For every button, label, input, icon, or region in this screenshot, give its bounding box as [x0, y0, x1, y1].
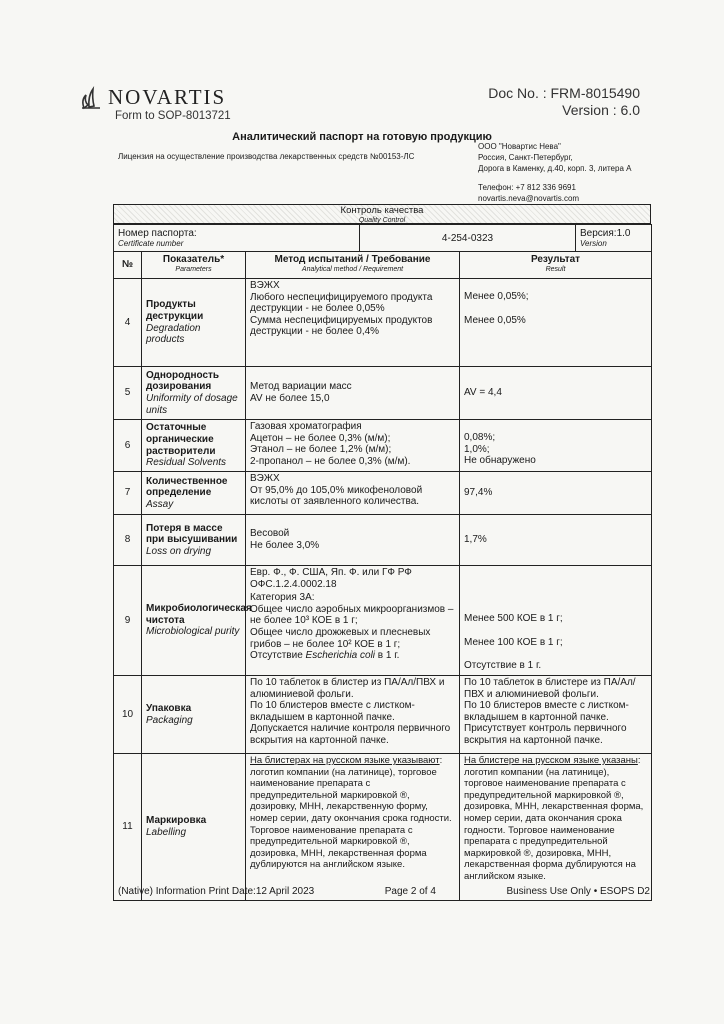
footer-page-number: Page 2 of 4	[384, 886, 436, 897]
document-number-block	[488, 85, 640, 119]
novartis-flame-icon	[80, 86, 102, 110]
result-cell: 0,08%; 1,0%; Не обнаружено	[460, 420, 652, 472]
row-number: 10	[114, 676, 142, 754]
certificate-version-en: Version	[580, 239, 607, 248]
method-cell: Метод вариации масс AV не более 15,0	[246, 367, 460, 420]
address-line: ООО "Новартис Нева"	[478, 142, 561, 151]
footer-print-date: (Native) Information Print Date:12 April 2023	[118, 886, 315, 897]
test-results-table	[113, 251, 652, 901]
certificate-version: Версия:1.0	[580, 228, 631, 239]
certificate-label-cell	[114, 225, 360, 252]
quality-control-en: Quality Control	[358, 217, 406, 224]
quality-control-ru: Контроль качества	[340, 205, 424, 216]
result-cell: Менее 500 КОЕ в 1 г; Менее 100 КОЕ в 1 г; Отсутствие в 1 г.	[460, 566, 652, 676]
method-cell: Весовой Не более 3,0%	[246, 515, 460, 566]
logo-text: NOVARTIS	[108, 85, 227, 109]
col-num-header: №	[114, 252, 142, 279]
row-number: 5	[114, 367, 142, 420]
parameter-cell: Потеря в массе при высушивании Loss on drying	[142, 515, 246, 566]
table-row	[114, 676, 652, 754]
table-header-row	[114, 252, 652, 279]
parameter-cell: Упаковка Packaging	[142, 676, 246, 754]
table-row	[114, 472, 652, 515]
document-title: Аналитический паспорт на готовую продукцию	[232, 131, 492, 143]
parameter-cell: Остаточные органические растворители Residual Solvents	[142, 420, 246, 472]
result-cell: Менее 0,05%; Менее 0,05%	[460, 279, 652, 367]
certificate-label-ru: Номер паспорта:	[118, 228, 197, 239]
certificate-number-table	[113, 224, 652, 252]
method-cell: На блистерах на русском языке указывают: логотип компании (на латинице), торговое наименование препарата с предупредительной маркировкой ®, дозировку, МНН, лекарственную форму, номер серии, дату окончания срока годности. Торговое наименование препарата с предупредительной маркировкой ®, дозировка, МНН, лекарственная форма дублируются на английском языке.	[246, 754, 460, 901]
result-cell: 1,7%	[460, 515, 652, 566]
address-line: Дорога в Каменку, д.40, корп. 3, литера А	[478, 164, 632, 173]
result-cell: 97,4%	[460, 472, 652, 515]
row-number: 6	[114, 420, 142, 472]
company-address	[478, 141, 631, 204]
phone-line: Телефон: +7 812 336 9691	[478, 183, 576, 192]
method-cell: По 10 таблеток в блистер из ПА/Ал/ПВХ и алюминиевой фольги. По 10 блистеров вместе с листком-вкладышем в картонной пачке. Допускается наличие контроля первичного вскрытия на картонной пачке.	[246, 676, 460, 754]
table-row	[114, 754, 652, 901]
quality-control-banner	[113, 204, 651, 224]
table-row	[114, 367, 652, 420]
novartis-logo	[80, 85, 226, 110]
row-number: 4	[114, 279, 142, 367]
doc-version: Version : 6.0	[562, 102, 640, 118]
table-row	[114, 420, 652, 472]
license-line: Лицензия на осуществление производства лекарственных средств №00153-ЛС	[118, 152, 415, 161]
row-number: 7	[114, 472, 142, 515]
result-cell: AV = 4,4	[460, 367, 652, 420]
certificate-label-en: Certificate number	[118, 239, 184, 248]
table-row	[114, 515, 652, 566]
method-cell: ВЭЖХ Любого неспецифицируемого продукта деструкции - не более 0,05% Сумма неспецифицируемых продуктов деструкции - не более 0,4%	[246, 279, 460, 367]
row-number: 11	[114, 754, 142, 901]
col-param-header: Показатель* Parameters	[142, 252, 246, 279]
doc-number: Doc No. : FRM-8015490	[488, 85, 640, 101]
table-row	[114, 279, 652, 367]
method-cell: Газовая хроматография Ацетон – не более 0,3% (м/м); Этанол – не более 1,2% (м/м); 2-пропанол – не более 0,3% (м/м).	[246, 420, 460, 472]
address-line: Россия, Санкт-Петербург,	[478, 153, 573, 162]
result-cell: По 10 таблеток в блистере из ПА/Ал/ПВХ и алюминиевой фольги. По 10 блистеров вместе с листком-вкладышем в картонной пачке. Присутствует контроль первичного вскрытия на картонной пачке.	[460, 676, 652, 754]
method-cell: Евр. Ф., Ф. США, Яп. Ф. или ГФ РФ ОФС.1.2.4.0002.18 Категория 3А: Общее число аэробных микроорганизмов – не более 10³ КОЕ в 1 г; Общее число дрожжевых и плесневых грибов – не более 10² КОЕ в 1 г; Отсутствие Escherichia coli в 1 г.	[246, 566, 460, 676]
col-result-header: Результат Result	[460, 252, 652, 279]
email-line: novartis.neva@novartis.com	[478, 194, 580, 203]
parameter-cell: Микробиологическая чистота Microbiological purity	[142, 566, 246, 676]
result-cell: На блистере на русском языке указаны: логотип компании (на латинице), торговое наименование препарата с предупредительной маркировкой ®, дозировка, МНН, лекарственная форма, номер серии, дата окончания срока годности. Торговое наименование препарата с предупредительной маркировкой ®, дозировка, МНН, лекарственная форма дублируются на английском языке.	[460, 754, 652, 901]
row-number: 8	[114, 515, 142, 566]
certificate-number: 4-254-0323	[360, 225, 576, 252]
parameter-cell: Маркировка Labelling	[142, 754, 246, 901]
col-method-header: Метод испытаний / Требование Analytical method / Requirement	[246, 252, 460, 279]
certificate-version-cell	[576, 225, 652, 252]
parameter-cell: Количественное определение Assay	[142, 472, 246, 515]
form-reference: Form to SOP-8013721	[115, 110, 231, 122]
parameter-cell: Продукты деструкции Degradation products	[142, 279, 246, 367]
parameter-cell: Однородность дозирования Uniformity of dosage units	[142, 367, 246, 420]
page-footer	[118, 886, 650, 897]
footer-classification: Business Use Only • ESOPS D2	[506, 886, 650, 897]
method-cell: ВЭЖХ От 95,0% до 105,0% микофеноловой кислоты от заявленного количества.	[246, 472, 460, 515]
table-row	[114, 566, 652, 676]
row-number: 9	[114, 566, 142, 676]
